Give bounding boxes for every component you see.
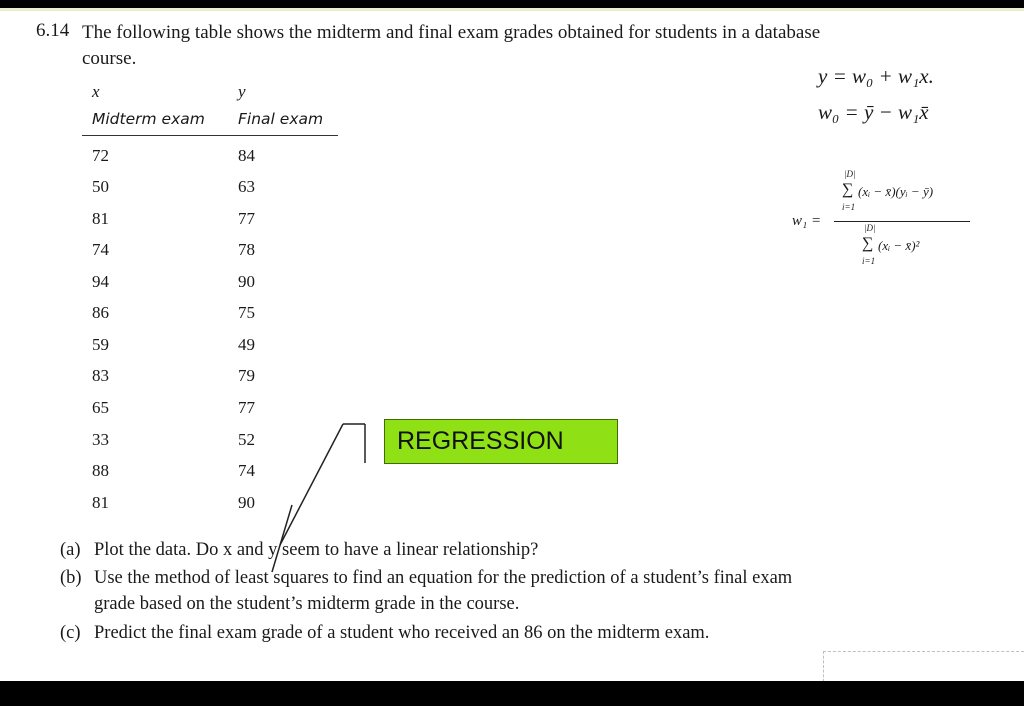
midterm-cell: 94 — [92, 272, 109, 291]
final-cell: 74 — [238, 461, 255, 480]
final-cell: 90 — [238, 272, 255, 291]
regression-tag: REGRESSION — [384, 419, 618, 464]
sum-lower-limit: i=1 — [862, 256, 876, 266]
question-text: Plot the data. Do x and y seem to have a linear relationship? — [94, 540, 539, 560]
final-cell: 75 — [238, 303, 255, 322]
sum-upper-limit: |D| — [864, 223, 876, 233]
sigma-icon: ∑ — [842, 181, 854, 198]
slope-label: w₁ = — [792, 213, 822, 229]
question-label: (a) — [60, 540, 81, 560]
midterm-cell: 65 — [92, 398, 109, 417]
final-cell: 49 — [238, 335, 255, 354]
denominator-expression: (xᵢ − x̄)² — [878, 238, 920, 253]
final-header: Final exam — [238, 110, 324, 128]
midterm-cell: 33 — [92, 430, 109, 449]
question-label: (b) — [60, 568, 82, 588]
var-x-label: x — [92, 82, 100, 101]
midterm-cell: 88 — [92, 461, 109, 480]
final-cell: 52 — [238, 430, 255, 449]
sum-lower-limit: i=1 — [842, 202, 856, 212]
final-cell: 78 — [238, 240, 255, 259]
sigma-icon: ∑ — [862, 235, 874, 252]
final-cell: 77 — [238, 398, 255, 417]
midterm-cell: 50 — [92, 177, 109, 196]
bottom-bar — [0, 681, 1024, 706]
regression-line-equation: y = w₀ + w₁x. — [818, 64, 934, 88]
final-cell: 63 — [238, 177, 255, 196]
sum-upper-limit: |D| — [844, 169, 856, 179]
question-text: Predict the final exam grade of a student who received an 86 on the midterm exam. — [94, 623, 710, 643]
midterm-header: Midterm exam — [92, 110, 205, 128]
final-cell: 90 — [238, 493, 255, 512]
midterm-cell: 83 — [92, 366, 109, 385]
final-cell: 79 — [238, 366, 255, 385]
midterm-cell: 81 — [92, 493, 109, 512]
midterm-cell: 72 — [92, 146, 109, 165]
dashed-selection-box — [823, 651, 1024, 682]
final-cell: 77 — [238, 209, 255, 228]
problem-number: 6.14 — [36, 20, 70, 41]
question-label: (c) — [60, 623, 81, 643]
midterm-cell: 86 — [92, 303, 109, 322]
numerator-expression: (xᵢ − x̄)(yᵢ − ȳ) — [858, 184, 934, 199]
midterm-cell: 74 — [92, 240, 109, 259]
var-y-label: y — [238, 82, 246, 101]
intercept-equation: w₀ = ȳ − w₁x̄ — [818, 100, 929, 124]
midterm-cell: 59 — [92, 335, 109, 354]
final-cell: 84 — [238, 146, 255, 165]
midterm-cell: 81 — [92, 209, 109, 228]
question-text: Use the method of least squares to find an equation for the prediction of a student’s final exam grade based on the student’s midterm grade in the course. — [94, 568, 793, 614]
problem-statement: The following table shows the midterm and final exam grades obtained for students in a database course. — [82, 22, 821, 69]
